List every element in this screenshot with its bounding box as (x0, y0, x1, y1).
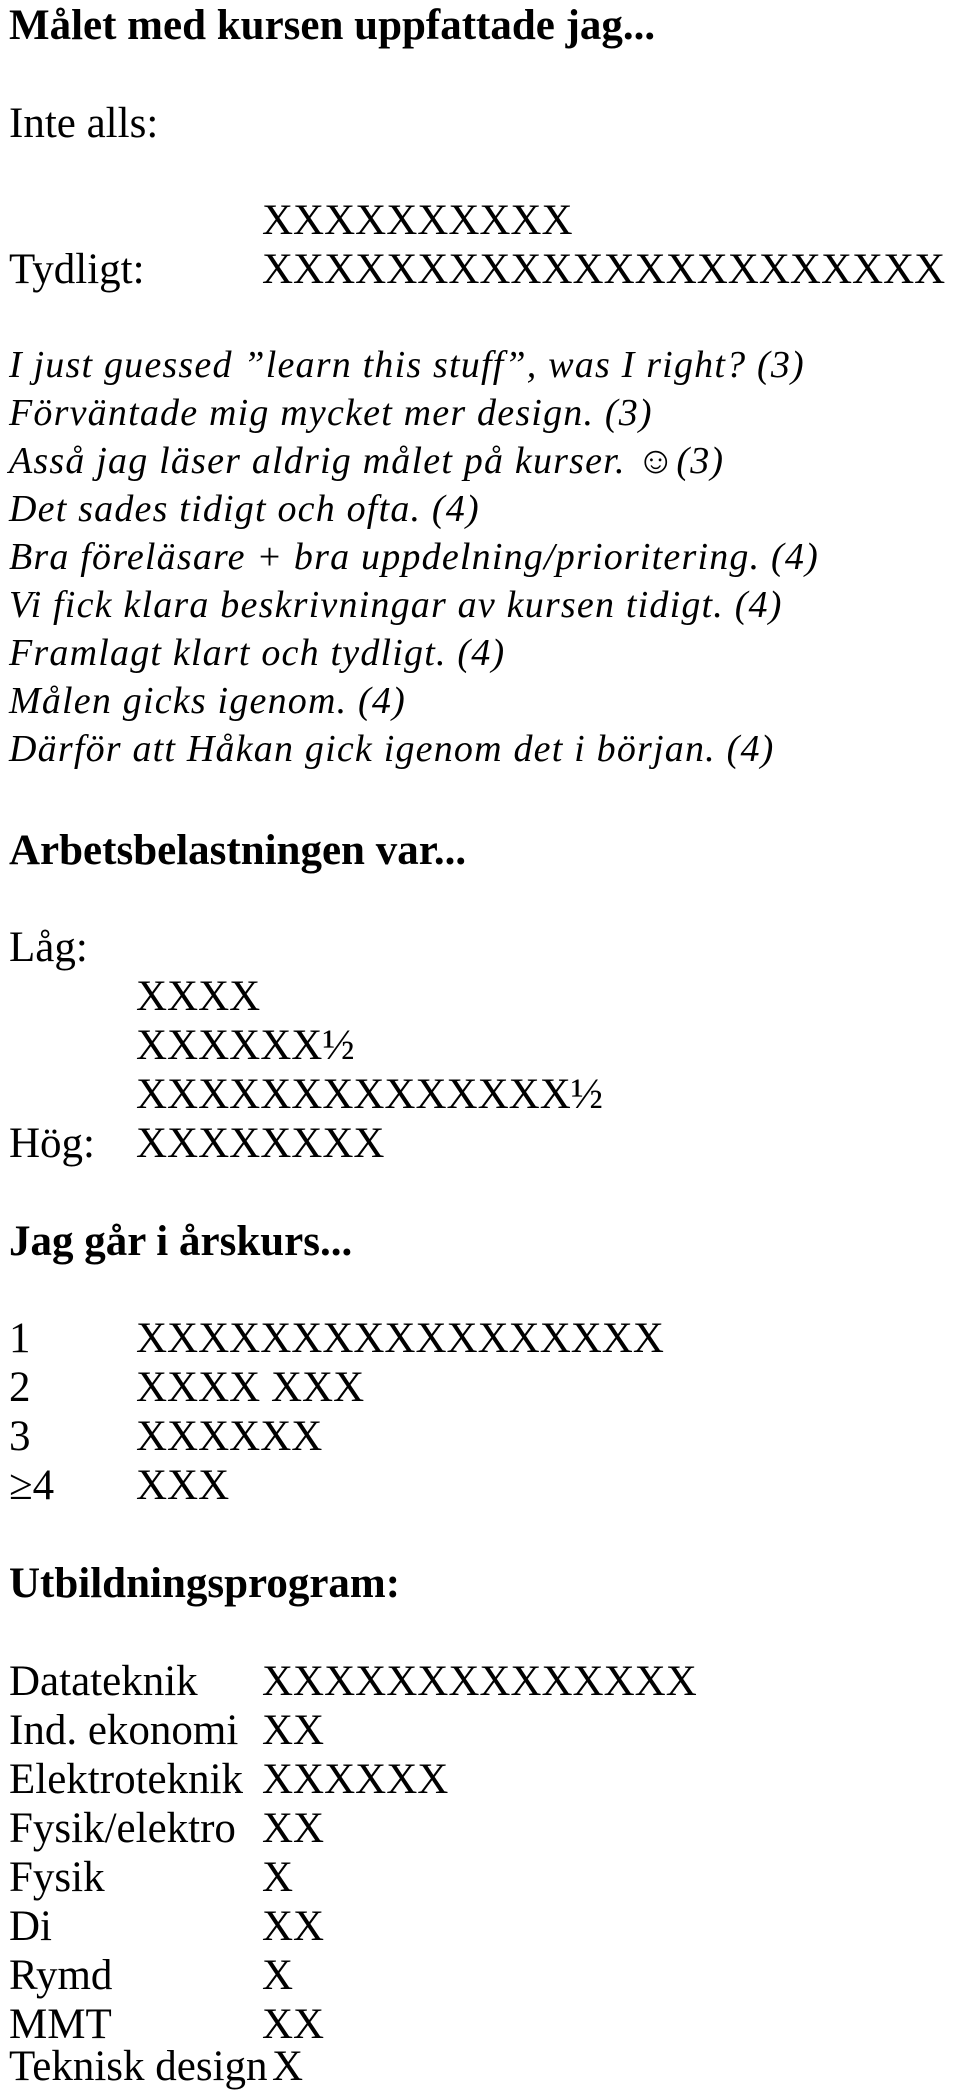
year-heading: Jag går i årskurs... (9, 1218, 353, 1265)
program-marks: XX (262, 2001, 325, 2048)
program-marks: X (262, 1854, 294, 1901)
year-label: 2 (9, 1364, 31, 1411)
program-label: Teknisk design (9, 2043, 268, 2090)
program-label: Fysik/elektro (9, 1805, 236, 1852)
workload-marks: XXXXXXXX (136, 1120, 385, 1167)
year-label: 3 (9, 1413, 31, 1460)
year-label: ≥4 (9, 1462, 55, 1509)
program-marks: XX (262, 1707, 325, 1754)
goal-comment: Förväntade mig mycket mer design. (3) (9, 392, 653, 434)
goal-comment: Målen gicks igenom. (4) (9, 680, 406, 722)
program-marks: XXXXXX (262, 1756, 449, 1803)
goal-scale-low-label: Inte alls: (9, 100, 159, 147)
program-label: Datateknik (9, 1658, 198, 1705)
program-label: Di (9, 1903, 52, 1950)
goal-comment: Det sades tidigt och ofta. (4) (9, 488, 480, 530)
workload-marks: XXXXXXXXXXXXXX½ (136, 1071, 603, 1118)
program-label: Ind. ekonomi (9, 1707, 239, 1754)
workload-heading: Arbetsbelastningen var... (9, 827, 467, 874)
workload-marks: XXXX (136, 973, 261, 1020)
goal-comment: Asså jag läser aldrig målet på kurser. ☺(3) (9, 440, 725, 482)
program-marks: XXXXXXXXXXXXXX (262, 1658, 697, 1705)
program-label: MMT (9, 2001, 112, 2048)
goal-marks-mid: XXXXXXXXXX (262, 197, 573, 244)
year-marks: XXX (136, 1462, 230, 1509)
goal-heading: Målet med kursen uppfattade jag... (9, 2, 656, 49)
workload-high-label: Hög: (9, 1120, 95, 1167)
program-marks: XX (262, 1805, 325, 1852)
program-heading: Utbildningsprogram: (9, 1560, 401, 1607)
program-marks: X (272, 2043, 304, 2090)
goal-comment: Vi fick klara beskrivningar av kursen tidigt. (4) (9, 584, 783, 626)
program-marks: X (262, 1952, 294, 1999)
year-marks: XXXXXX (136, 1413, 323, 1460)
goal-comment: Bra föreläsare + bra uppdelning/prioritering. (4) (9, 536, 819, 578)
goal-comment: I just guessed ”learn this stuff”, was I right? (3) (9, 344, 805, 386)
goal-scale-high-label: Tydligt: (9, 246, 145, 293)
goal-marks-high: XXXXXXXXXXXXXXXXXXXXXX (262, 246, 946, 293)
program-label: Elektroteknik (9, 1756, 244, 1803)
goal-comment: Framlagt klart och tydligt. (4) (9, 632, 506, 674)
goal-comment: Därför att Håkan gick igenom det i början. (4) (9, 728, 775, 770)
year-marks: XXXXXXXXXXXXXXXXX (136, 1315, 664, 1362)
program-marks: XX (262, 1903, 325, 1950)
workload-marks: XXXXXX½ (136, 1022, 355, 1069)
program-label: Rymd (9, 1952, 113, 1999)
year-marks: XXXX XXX (136, 1364, 365, 1411)
year-label: 1 (9, 1315, 31, 1362)
workload-low-label: Låg: (9, 924, 88, 971)
program-label: Fysik (9, 1854, 105, 1901)
